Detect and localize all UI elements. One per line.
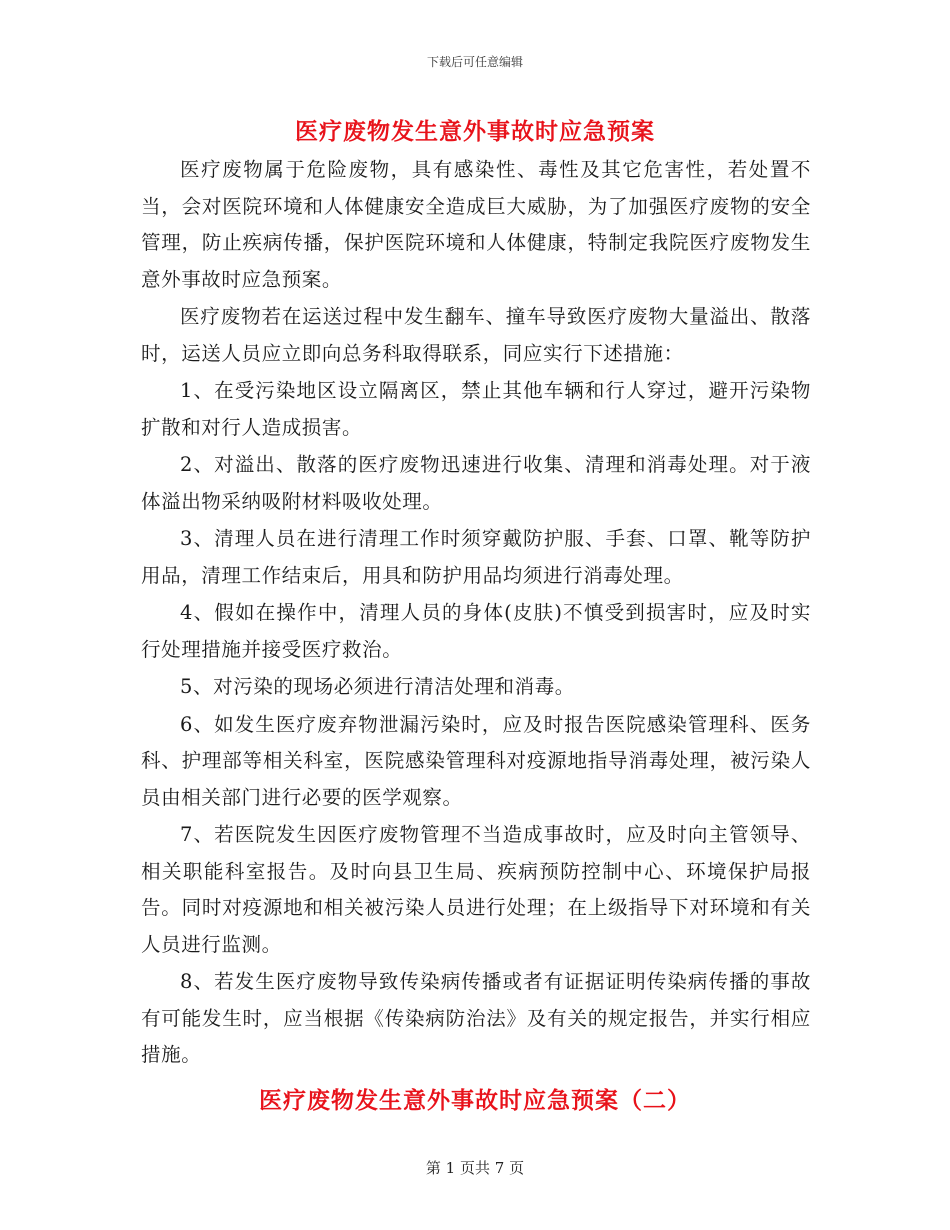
- header-note: 下载后可任意编辑: [426, 55, 523, 69]
- measure-item-7: 7、若医院发生因医疗废物管理不当造成事故时，应及时向主管领导、相关职能科室报告。及时向县卫生局、疾病预防控制中心、环境保护局报告。同时对疫源地和相关被污染人员进行处理；在上级指导下对环境和有关人员进行监测。: [141, 823, 811, 956]
- measure-item-5: 5、对污染的现场必须进行清洁处理和消毒。: [180, 675, 575, 698]
- measure-item-2: 2、对溢出、散落的医疗废物迅速进行收集、清理和消毒处理。对于液体溢出物采纳吸附材料吸收处理。: [141, 453, 811, 513]
- measure-item-4: 4、假如在操作中，清理人员的身体(皮肤)不慎受到损害时，应及时实行处理措施并接受医疗救治。: [141, 601, 811, 661]
- measure-item-8: 8、若发生医疗废物导致传染病传播或者有证据证明传染病传播的事故有可能发生时，应当根据《传染病防治法》及有关的规定报告，并实行相应措施。: [141, 970, 811, 1066]
- measure-item-1: 1、在受污染地区设立隔离区，禁止其他车辆和行人穿过，避开污染物扩散和对行人造成损害。: [141, 379, 811, 439]
- section-title-2: 医疗废物发生意外事故时应急预案（二）: [259, 1087, 691, 1114]
- measure-item-3: 3、清理人员在进行清理工作时须穿戴防护服、手套、口罩、靴等防护用品，清理工作结束后，用具和防护用品均须进行消毒处理。: [141, 527, 811, 587]
- document-body: [141, 152, 811, 1075]
- page-footer: 第 1 页共 7 页: [425, 1159, 525, 1177]
- document-title: 医疗废物发生意外事故时应急预案: [295, 118, 655, 145]
- paragraph-intro: 医疗废物属于危险废物，具有感染性、毒性及其它危害性，若处置不当，会对医院环境和人体健康安全造成巨大威胁，为了加强医疗废物的安全管理，防止疾病传播，保护医院环境和人体健康，特制定我院医疗废物发生意外事故时应急预案。: [141, 158, 811, 291]
- paragraph-transport: 医疗废物若在运送过程中发生翻车、撞车导致医疗废物大量溢出、散落时，运送人员应立即向总务科取得联系，同应实行下述措施：: [141, 305, 811, 365]
- measure-item-6: 6、如发生医疗废弃物泄漏污染时，应及时报告医院感染管理科、医务科、护理部等相关科室，医院感染管理科对疫源地指导消毒处理，被污染人员由相关部门进行必要的医学观察。: [141, 712, 811, 809]
